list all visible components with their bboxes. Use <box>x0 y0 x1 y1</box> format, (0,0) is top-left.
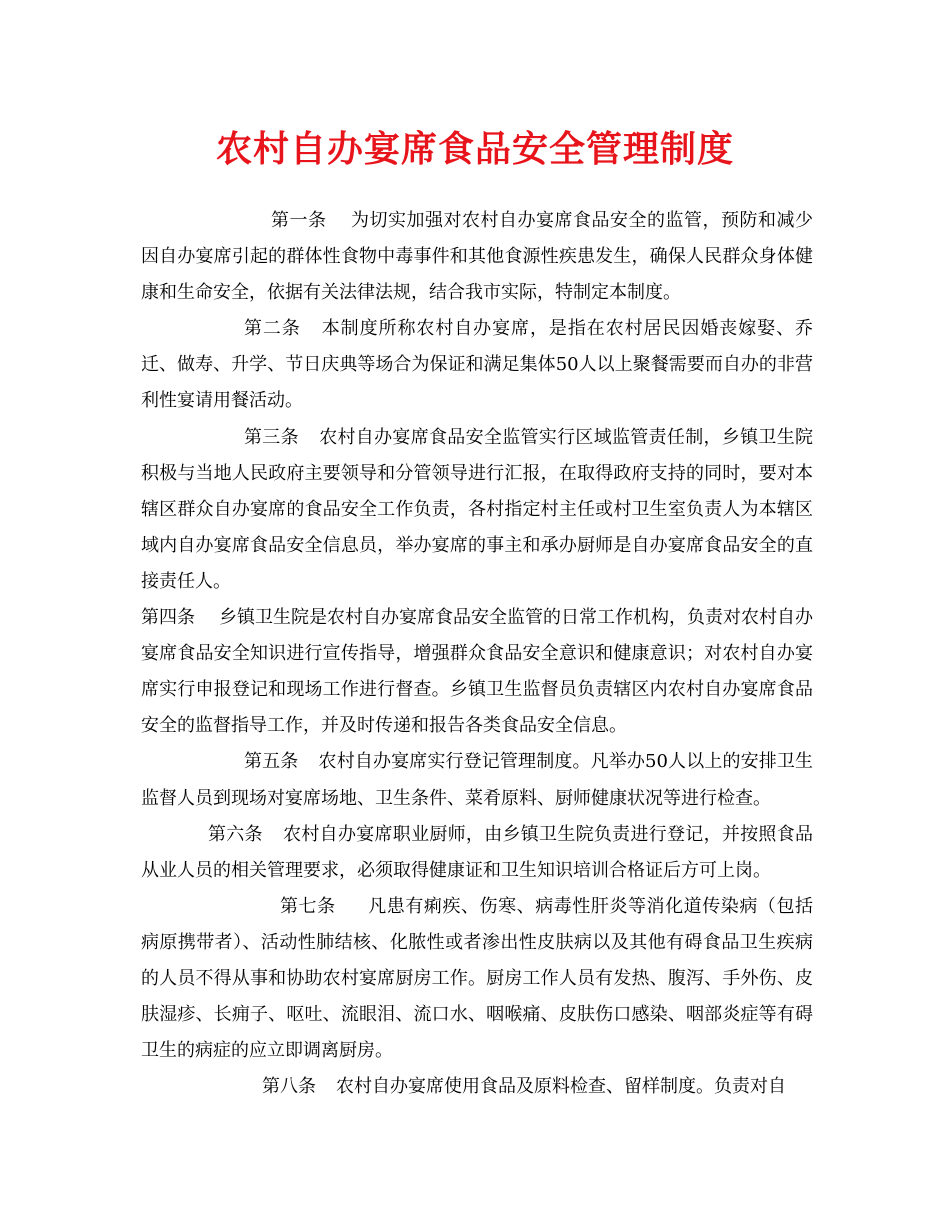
article-5 <box>141 744 813 816</box>
article-1-number: 第一条 <box>271 210 327 231</box>
article-2 <box>141 311 813 419</box>
article-8-number: 第八条 <box>262 1076 316 1098</box>
article-1 <box>141 203 813 311</box>
article-4-text: 乡镇卫生院是农村自办宴席食品安全监管的日常工作机构，负责对农村自办宴席食品安全知识进行宣传指导，增强群众食品安全意识和健康意识；对农村自办宴席实行申报登记和现场工作进行督查。乡镇卫生监督员负责辖区内农村自办宴席食品安全的监督指导工作，并及时传递和报告各类食品安全信息。 <box>141 607 813 737</box>
document-title: 农村自办宴席食品安全管理制度 <box>215 128 734 170</box>
article-5-text: 农村自办宴席实行登记管理制度。凡举办50人以上的安排卫生监督人员到现场对宴席场地、卫生条件、菜肴原料、厨师健康状况等进行检查。 <box>141 751 814 809</box>
article-6-text: 农村自办宴席职业厨师，由乡镇卫生院负责进行登记，并按照食品从业人员的相关管理要求，必须取得健康证和卫生知识培训合格证后方可上岗。 <box>141 823 813 881</box>
article-6-number: 第六条 <box>208 823 263 845</box>
article-7-text: 凡患有痢疾、伤寒、病毒性肝炎等消化道传染病（包括病原携带者）、活动性肺结核、化脓性或者渗出性皮肤病以及其他有碍食品卫生疾病的人员不得从事和协助农村宴席厨房工作。厨房工作人员有发热、腹泻、手外伤、皮肤湿疹、长痈子、呕吐、流眼泪、流口水、咽喉痛、皮肤伤口感染、咽部炎症等有碍卫生的病症的应立即调离厨房。 <box>141 895 814 1062</box>
document-body <box>141 203 813 1105</box>
article-4 <box>141 600 813 744</box>
article-1-text: 为切实加强对农村自办宴席食品安全的监管，预防和减少因自办宴席引起的群体性食物中毒事件和其他食源性疾患发生，确保人民群众身体健康和生命安全，依据有关法律法规，结合我市实际，特制定本制度。 <box>141 210 813 304</box>
article-8 <box>141 1069 813 1105</box>
article-3-text: 农村自办宴席食品安全监管实行区域监管责任制，乡镇卫生院积极与当地人民政府主要领导和分管领导进行汇报，在取得政府支持的同时，要对本辖区群众自办宴席的食品安全工作负责，各村指定村主任或村卫生室负责人为本辖区域内自办宴席食品安全信息员，举办宴席的事主和承办厨师是自办宴席食品安全的直接责任人。 <box>141 426 814 592</box>
article-2-number: 第二条 <box>244 318 301 340</box>
article-2-text: 本制度所称农村自办宴席，是指在农村居民因婚丧嫁娶、乔迁、做寿、升学、节日庆典等场合为保证和满足集体50人以上聚餐需要而自办的非营利性宴请用餐活动。 <box>141 318 814 412</box>
article-7-number: 第七条 <box>280 895 336 917</box>
article-4-number: 第四条 <box>141 607 195 629</box>
article-5-number: 第五条 <box>244 751 299 773</box>
article-3 <box>141 420 813 600</box>
article-8-text: 农村自办宴席使用食品及原料检查、留样制度。负责对自 <box>336 1076 786 1098</box>
article-3-number: 第三条 <box>244 426 299 448</box>
article-7 <box>141 889 813 1069</box>
article-6 <box>141 817 813 889</box>
